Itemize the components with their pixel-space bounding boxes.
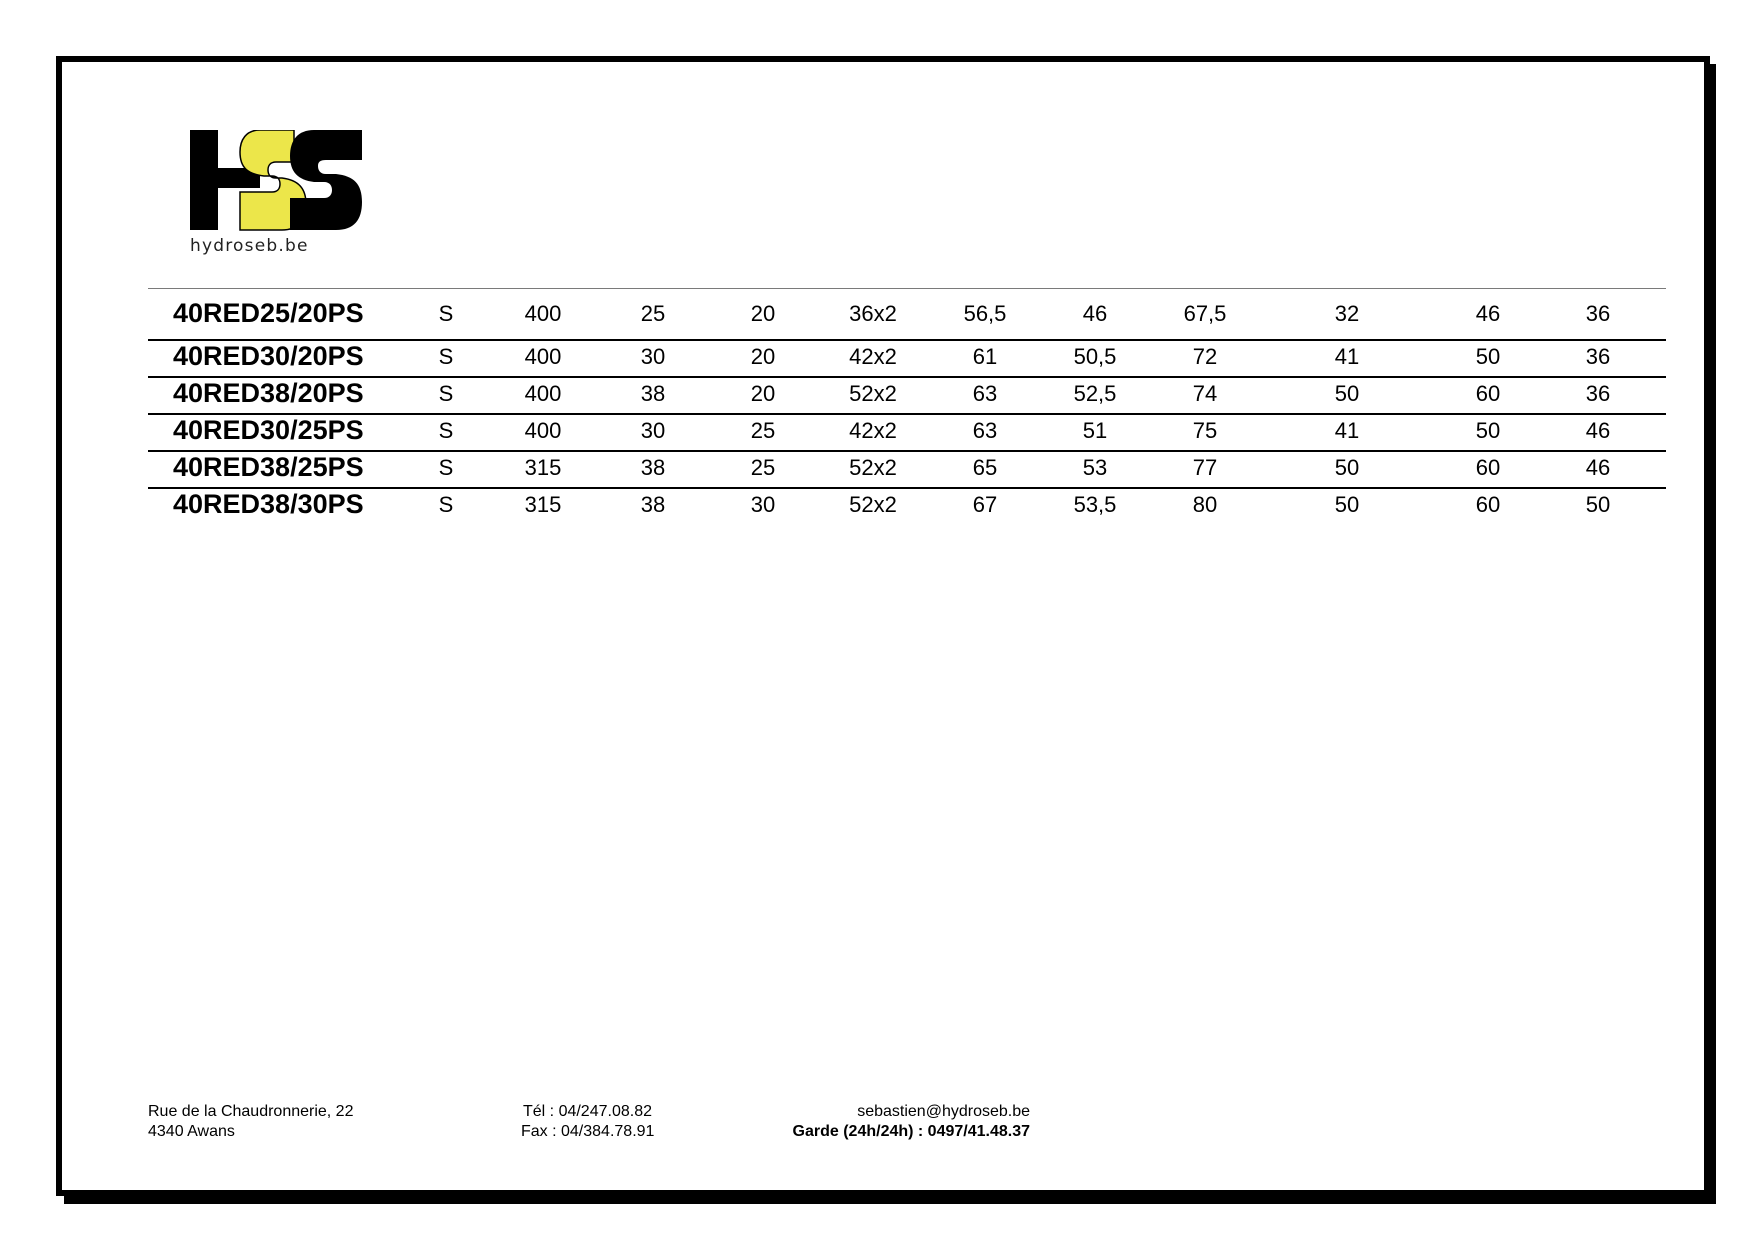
table-cell: 36 xyxy=(1585,301,1611,326)
table-cell: S xyxy=(438,492,454,517)
table-cell: 30 xyxy=(640,344,666,369)
table-cell: 25 xyxy=(750,455,776,480)
table-cell: 52x2 xyxy=(849,455,897,480)
table-cell: 46 xyxy=(1082,301,1108,326)
table-cell: S xyxy=(438,381,454,406)
table-cell: 36x2 xyxy=(849,301,897,326)
part-reference: 40RED25/20PS xyxy=(173,298,364,328)
footer-email: sebastien@hydroseb.be xyxy=(857,1103,1030,1120)
table-cell: 74 xyxy=(1192,381,1218,406)
table-cell: 60 xyxy=(1475,455,1501,480)
table-cell: 41 xyxy=(1334,344,1360,369)
table-cell: 46 xyxy=(1475,301,1501,326)
table-row xyxy=(148,289,1666,341)
table-cell: 46 xyxy=(1585,418,1611,443)
table-cell: 20 xyxy=(750,344,776,369)
table-cell: S xyxy=(438,344,454,369)
table-row xyxy=(148,341,1666,378)
table-cell: 80 xyxy=(1192,492,1218,517)
table-cell: 42x2 xyxy=(849,344,897,369)
table-cell: 42x2 xyxy=(849,418,897,443)
footer-address-line1: Rue de la Chaudronnerie, 22 xyxy=(148,1103,354,1120)
table-cell: 20 xyxy=(750,381,776,406)
table-cell: 63 xyxy=(972,381,998,406)
table-cell: 32 xyxy=(1334,301,1360,326)
part-reference: 40RED38/25PS xyxy=(173,452,364,482)
table-cell: 50 xyxy=(1475,344,1501,369)
table-cell: 25 xyxy=(640,301,666,326)
table-cell: 400 xyxy=(524,301,562,326)
table-cell: 75 xyxy=(1192,418,1218,443)
table-cell: S xyxy=(438,418,454,443)
table-cell: 315 xyxy=(524,455,562,480)
table-cell: 50 xyxy=(1475,418,1501,443)
table-cell: 30 xyxy=(640,418,666,443)
footer-fax: Fax : 04/384.78.91 xyxy=(521,1123,655,1140)
table-cell: 52,5 xyxy=(1073,381,1117,406)
table-cell: 38 xyxy=(640,381,666,406)
part-reference: 40RED38/30PS xyxy=(173,489,364,519)
table-row xyxy=(148,489,1666,524)
table-cell: 63 xyxy=(972,418,998,443)
table-cell: 52x2 xyxy=(849,381,897,406)
table-cell: 25 xyxy=(750,418,776,443)
table-cell: 77 xyxy=(1192,455,1218,480)
table-cell: 315 xyxy=(524,492,562,517)
table-cell: 65 xyxy=(972,455,998,480)
table-cell: 52x2 xyxy=(849,492,897,517)
table-cell: 30 xyxy=(750,492,776,517)
footer-tel: Tél : 04/247.08.82 xyxy=(523,1103,652,1120)
table-cell: 56,5 xyxy=(963,301,1007,326)
table-cell: 50 xyxy=(1334,492,1360,517)
part-reference: 40RED30/20PS xyxy=(173,341,364,371)
table-cell: S xyxy=(438,301,454,326)
table-cell: 41 xyxy=(1334,418,1360,443)
table-cell: 60 xyxy=(1475,492,1501,517)
table-cell: 38 xyxy=(640,455,666,480)
table-cell: 72 xyxy=(1192,344,1218,369)
table-cell: 36 xyxy=(1585,381,1611,406)
table-cell: 38 xyxy=(640,492,666,517)
part-reference: 40RED30/25PS xyxy=(173,415,364,445)
part-reference: 40RED38/20PS xyxy=(173,378,364,408)
logo-text: hydroseb.be xyxy=(190,236,309,256)
table-cell: 60 xyxy=(1475,381,1501,406)
table-cell: 400 xyxy=(524,418,562,443)
table-cell: 50 xyxy=(1334,381,1360,406)
table-cell: 50 xyxy=(1585,492,1611,517)
footer-garde: Garde (24h/24h) : 0497/41.48.37 xyxy=(792,1123,1030,1140)
table-cell: 46 xyxy=(1585,455,1611,480)
table-cell: 51 xyxy=(1082,418,1108,443)
table-cell: 50,5 xyxy=(1073,344,1117,369)
spec-table xyxy=(148,289,1666,524)
table-cell: 20 xyxy=(750,301,776,326)
footer-address-line2: 4340 Awans xyxy=(148,1123,235,1140)
table-row xyxy=(148,415,1666,452)
table-cell: 67 xyxy=(972,492,998,517)
table-row xyxy=(148,452,1666,489)
table-cell: 50 xyxy=(1334,455,1360,480)
table-cell: 61 xyxy=(972,344,998,369)
table-cell: 400 xyxy=(524,381,562,406)
table-cell: 36 xyxy=(1585,344,1611,369)
table-cell: 67,5 xyxy=(1183,301,1227,326)
table-cell: 53,5 xyxy=(1073,492,1117,517)
table-row xyxy=(148,378,1666,415)
table-cell: S xyxy=(438,455,454,480)
table-cell: 400 xyxy=(524,344,562,369)
table-cell: 53 xyxy=(1082,455,1108,480)
